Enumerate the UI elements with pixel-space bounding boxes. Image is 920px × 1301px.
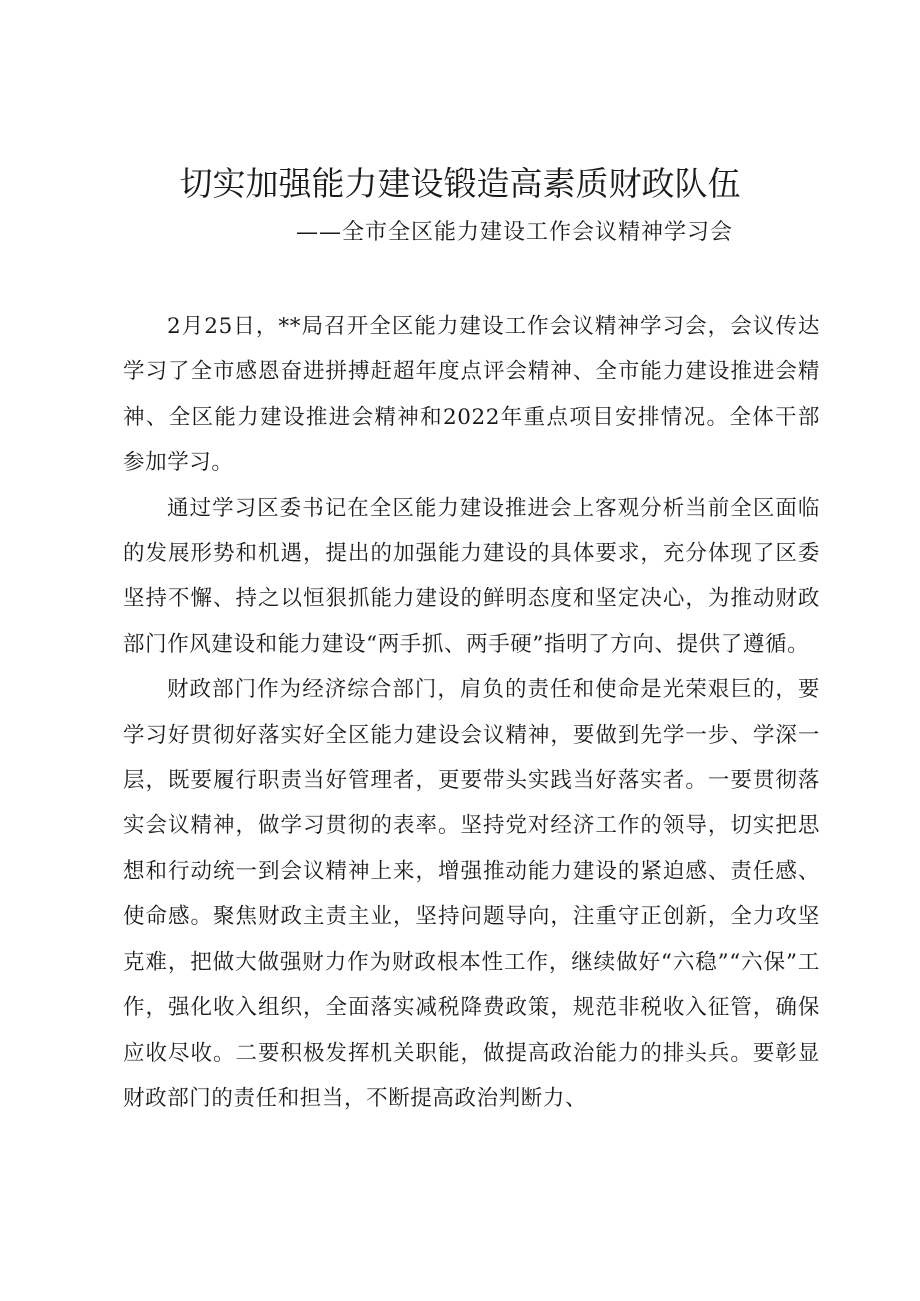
document-title: 切实加强能力建设锻造高素质财政队伍: [179, 164, 741, 203]
paragraph-1: 2月25日，**局召开全区能力建设工作会议精神学习会，会议传达学习了全市感恩奋进拼搏赶超年度点评会精神、全市能力建设推进会精神、全区能力建设推进会精神和2022年重点项目安排情况。全体干部参加学习。: [123, 314, 820, 476]
paragraph-2: 通过学习区委书记在全区能力建设推进会上客观分析当前全区面临的发展形势和机遇，提出的加强能力建设的具体要求，充分体现了区委坚持不懈、持之以恒狠抓能力建设的鲜明态度和坚定决心，为推动财政部门作风建设和能力建设“两手抓、两手硬”指明了方向、提供了遵循。: [123, 495, 820, 657]
paragraph-3: 财政部门作为经济综合部门，肩负的责任和使命是光荣艰巨的，要学习好贯彻好落实好全区能力建设会议精神，要做到先学一步、学深一层，既要履行职责当好管理者，更要带头实践当好落实者。一要贯彻落实会议精神，做学习贯彻的表率。坚持党对经济工作的领导，切实把思想和行动统一到会议精神上来，增强推动能力建设的紧迫感、责任感、使命感。聚焦财政主责主业，坚持问题导向，注重守正创新，全力攻坚克难，把做大做强财力作为财政根本性工作，继续做好“六稳”“六保”工作，强化收入组织，全面落实减税降费政策，规范非税收入征管，确保应收尽收。二要积极发挥机关职能，做提高政治能力的排头兵。要彰显财政部门的责任和担当，不断提高政治判断力、: [123, 677, 820, 1111]
document-subtitle: ——全市全区能力建设工作会议精神学习会: [296, 220, 734, 245]
document-body: [123, 304, 820, 1121]
